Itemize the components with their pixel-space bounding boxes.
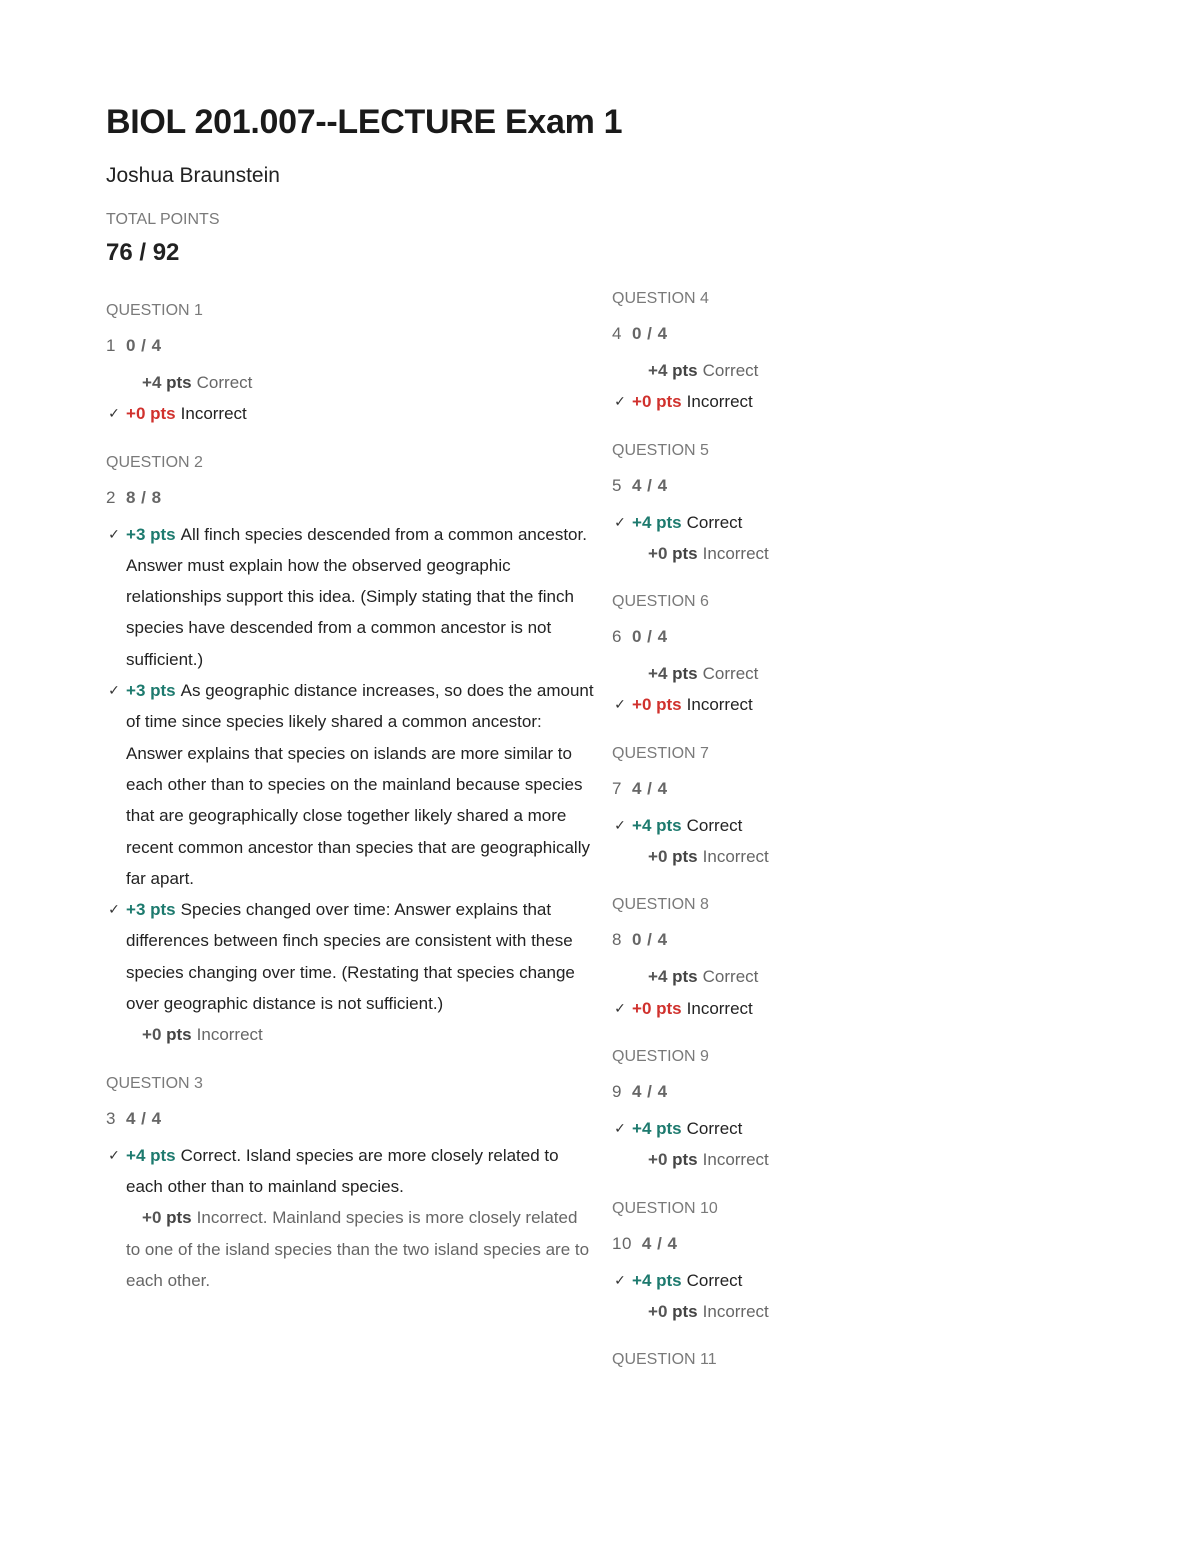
total-points-value: 76 / 92 [106,239,180,266]
question-number: 4 [612,324,622,343]
rubric-description: Correct [686,1270,743,1290]
rubric-item [106,398,596,429]
rubric-pts-label: pts [672,967,698,987]
check-icon: ✓ [614,816,626,833]
rubric-sign: + [126,524,136,544]
rubric-sign: + [648,847,658,867]
rubric-points: 4 [135,1145,146,1165]
student-name: Joshua Braunstein [106,164,280,187]
rubric-description: Correct [196,373,253,392]
rubric-sign: + [648,543,658,563]
rubric-description: Species changed over time: Answer explains that differences between finch species are consistent with these species changing over time. (Restating that species change over geographic distance is not sufficient.) [126,900,575,1014]
rubric-pts-label: pts [672,664,698,684]
question-block [612,1046,912,1176]
rubric-item [612,1144,912,1175]
question-number: 3 [106,1108,116,1128]
rubric-description: Incorrect [180,404,247,424]
rubric-pts-label: pts [672,847,698,867]
rubric-sign: + [632,998,642,1018]
check-icon: ✓ [614,999,626,1016]
question-block [612,743,912,873]
rubric-points: 4 [641,815,652,835]
question-number: 9 [612,1081,622,1101]
rubric-points: 0 [151,1208,162,1228]
question-label: QUESTION 6 [612,593,709,611]
question-block [612,1198,912,1328]
question-block [106,1073,596,1296]
rubric-description: Correct [686,1118,743,1138]
check-icon: ✓ [108,1146,120,1163]
question-score-value: 4 / 4 [631,778,668,798]
question-number: 1 [106,336,116,355]
rubric-points: 0 [657,543,668,563]
questions-column-left [106,300,596,1318]
rubric-sign: + [632,695,642,715]
rubric-list [612,658,912,721]
question-score [612,929,912,951]
rubric-pts-label: pts [150,404,176,424]
question-number: 8 [612,930,622,950]
rubric-pts-label: pts [656,392,682,412]
rubric-item [106,894,596,1019]
rubric-sign: + [126,404,136,424]
rubric-sign: + [632,815,642,835]
rubric-item [106,1140,596,1203]
question-block [106,300,596,430]
question-label: QUESTION 2 [106,453,203,471]
rubric-sign: + [126,681,136,701]
question-label: QUESTION 10 [612,1199,718,1217]
rubric-item [612,507,912,538]
rubric-points: 0 [135,404,146,424]
rubric-points: 4 [657,664,668,684]
check-icon: ✓ [614,393,626,410]
check-icon: ✓ [614,513,626,530]
rubric-description: Incorrect [702,1301,769,1321]
rubric-sign: + [632,512,642,532]
rubric-item [612,658,912,689]
rubric-description: Incorrect [702,1150,769,1170]
rubric-pts-label: pts [150,681,176,701]
rubric-points: 0 [641,998,652,1018]
rubric-sign: + [632,1270,642,1290]
rubric-points: 3 [135,524,146,544]
rubric-points: 4 [657,967,668,987]
question-block [612,894,912,1024]
rubric-item [612,1296,912,1327]
rubric-points: 0 [641,695,652,715]
question-score-value: 0 / 4 [631,627,668,647]
question-number: 5 [612,475,622,495]
question-label: QUESTION 3 [106,1074,203,1092]
rubric-points: 4 [641,1270,652,1290]
rubric-pts-label: pts [656,512,682,532]
question-number: 6 [612,627,622,647]
question-label: QUESTION 7 [612,744,709,762]
rubric-list [106,1140,596,1296]
question-score [106,335,596,357]
rubric-item [106,367,596,398]
rubric-pts-label: pts [150,524,176,544]
rubric-points: 4 [657,361,668,380]
question-score-value: 4 / 4 [631,475,668,495]
rubric-description: Correct [686,512,743,532]
rubric-pts-label: pts [656,695,682,715]
check-icon: ✓ [108,901,120,918]
rubric-item [612,993,912,1024]
rubric-item [106,519,596,675]
rubric-points: 0 [657,1301,668,1321]
page-title: BIOL 201.007--LECTURE Exam 1 [106,103,623,141]
rubric-list [612,961,912,1024]
rubric-item [106,675,596,894]
rubric-list [612,507,912,570]
rubric-pts-label: pts [656,1118,682,1138]
check-icon: ✓ [614,1271,626,1288]
rubric-description: Incorrect [686,392,753,412]
rubric-points: 4 [641,512,652,532]
question-number: 2 [106,487,116,507]
question-score [612,626,912,648]
rubric-sign: + [142,373,152,392]
question-score-value: 4 / 4 [631,1081,668,1101]
question-label: QUESTION 8 [612,896,709,914]
rubric-description: Correct [702,967,759,987]
rubric-pts-label: pts [672,1150,698,1170]
rubric-list [612,810,912,873]
rubric-sign: + [648,1301,658,1321]
question-score [612,1233,912,1255]
rubric-points: 0 [641,392,652,412]
rubric-item [612,961,912,992]
question-label: QUESTION 1 [106,302,203,319]
question-label: QUESTION 11 [612,1351,717,1369]
question-score-value: 0 / 4 [125,336,162,355]
rubric-points: 4 [151,373,162,392]
question-score-value: 0 / 4 [631,324,668,343]
check-icon: ✓ [108,405,120,422]
question-block [612,591,912,721]
rubric-sign: + [648,361,658,380]
rubric-points: 3 [135,900,146,920]
rubric-sign: + [648,1150,658,1170]
rubric-description: Incorrect [196,1025,263,1045]
rubric-sign: + [126,900,136,920]
question-block [612,288,912,418]
rubric-item [612,810,912,841]
check-icon: ✓ [614,1119,626,1136]
questions-column-right [612,288,912,1393]
rubric-list [612,355,912,418]
total-points-label: TOTAL POINTS [106,211,220,228]
rubric-list [106,367,596,430]
rubric-list [106,519,596,1051]
rubric-item [612,841,912,872]
question-score [612,475,912,497]
rubric-pts-label: pts [656,815,682,835]
rubric-pts-label: pts [150,900,176,920]
question-score [612,1081,912,1103]
check-icon: ✓ [614,696,626,713]
rubric-item [612,1265,912,1296]
rubric-description: Correct [686,815,743,835]
check-icon: ✓ [108,682,120,699]
rubric-pts-label: pts [150,1145,176,1165]
question-score [612,778,912,800]
rubric-sign: + [142,1025,152,1045]
question-label: QUESTION 4 [612,290,709,307]
question-score [612,323,912,345]
question-score-value: 4 / 4 [125,1108,162,1128]
rubric-points: 3 [135,681,146,701]
rubric-item [612,538,912,569]
rubric-list [612,1113,912,1176]
rubric-sign: + [632,392,642,412]
check-icon: ✓ [108,525,120,542]
rubric-points: 0 [151,1025,162,1045]
rubric-sign: + [648,967,658,987]
rubric-item [106,1019,596,1050]
rubric-item [612,689,912,720]
question-block [106,452,596,1051]
question-score [106,487,596,509]
rubric-points: 4 [641,1118,652,1138]
rubric-pts-label: pts [166,373,192,392]
question-block [612,1349,912,1371]
rubric-description: As geographic distance increases, so does the amount of time since species likely shared a common ancestor: Answer explains that species on islands are more similar to each other than to species on the mainland because species that are geographically close together likely shared a more recent common ancestor than species that are geographically far apart. [126,681,594,888]
question-score [106,1108,596,1130]
rubric-description: Correct. Island species are more closely related to each other than to mainland species. [126,1145,559,1196]
rubric-pts-label: pts [656,998,682,1018]
rubric-list [612,1265,912,1328]
rubric-item [106,1202,596,1296]
rubric-description: All finch species descended from a common ancestor. Answer must explain how the observed geographic relationships support this idea. (Simply stating that the finch species have descended from a common ancestor is not sufficient.) [126,524,587,669]
rubric-pts-label: pts [166,1208,192,1228]
rubric-sign: + [126,1145,136,1165]
question-label: QUESTION 9 [612,1047,709,1065]
rubric-points: 0 [657,1150,668,1170]
rubric-description: Incorrect [686,998,753,1018]
rubric-sign: + [648,664,658,684]
rubric-sign: + [632,1118,642,1138]
rubric-pts-label: pts [672,543,698,563]
rubric-pts-label: pts [656,1270,682,1290]
question-score-value: 8 / 8 [125,487,162,507]
rubric-pts-label: pts [672,361,698,380]
rubric-description: Incorrect. Mainland species is more closely related to one of the island species than the two island species are to each other. [126,1208,590,1290]
question-score-value: 4 / 4 [641,1233,678,1253]
rubric-sign: + [142,1208,152,1228]
question-block [612,440,912,570]
rubric-item [612,386,912,417]
rubric-description: Correct [702,361,759,380]
rubric-item [612,355,912,386]
rubric-pts-label: pts [166,1025,192,1045]
rubric-description: Incorrect [702,543,769,563]
rubric-pts-label: pts [672,1301,698,1321]
rubric-description: Incorrect [686,695,753,715]
question-number: 10 [612,1233,632,1253]
rubric-description: Incorrect [702,847,769,867]
rubric-points: 0 [657,847,668,867]
question-label: QUESTION 5 [612,441,709,459]
question-number: 7 [612,778,622,798]
rubric-item [612,1113,912,1144]
rubric-description: Correct [702,664,759,684]
question-score-value: 0 / 4 [631,930,668,950]
